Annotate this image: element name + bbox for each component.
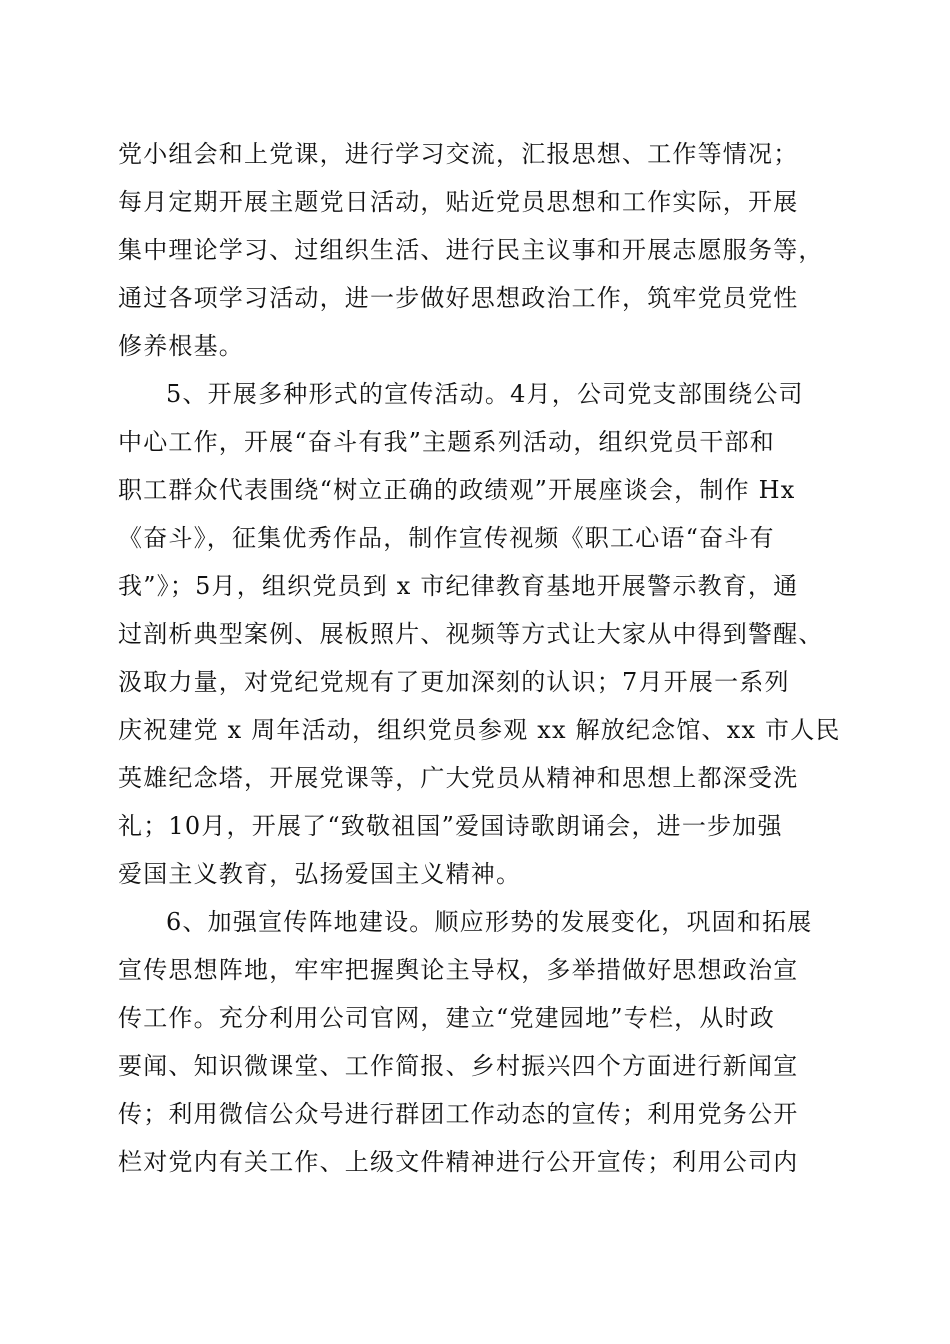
text-line: 英雄纪念塔，开展党课等，广大党员从精神和思想上都深受洗 — [118, 764, 799, 792]
paragraph-6-first-line: 6、加强宣传阵地建设。顺应形势的发展变化，巩固和拓展 — [166, 908, 813, 936]
text-line: 过剖析典型案例、展板照片、视频等方式让大家从中得到警醒、 — [118, 620, 824, 648]
text-line: 爱国主义教育，弘扬爱国主义精神。 — [118, 860, 522, 888]
text-line: 修养根基。 — [118, 332, 244, 360]
text-line: 每月定期开展主题党日活动，贴近党员思想和工作实际，开展 — [118, 188, 799, 216]
text-line: 礼；10月，开展了“致敬祖国”爱国诗歌朗诵会，进一步加强 — [118, 812, 783, 840]
text-line: 《奋斗》，征集优秀作品，制作宣传视频《职工心语“奋斗有 — [118, 524, 775, 552]
text-line: 党小组会和上党课，进行学习交流，汇报思想、工作等情况； — [118, 140, 799, 168]
text-line: 宣传思想阵地，牢牢把握舆论主导权，多举措做好思想政治宣 — [118, 956, 799, 984]
text-line: 中心工作，开展“奋斗有我”主题系列活动，组织党员干部和 — [118, 428, 775, 456]
text-line: 通过各项学习活动，进一步做好思想政治工作，筑牢党员党性 — [118, 284, 799, 312]
text-line: 传工作。充分利用公司官网，建立“党建园地”专栏，从时政 — [118, 1004, 775, 1032]
text-line: 集中理论学习、过组织生活、进行民主议事和开展志愿服务等， — [118, 236, 824, 264]
text-line: 要闻、知识微课堂、工作简报、乡村振兴四个方面进行新闻宣 — [118, 1052, 799, 1080]
text-line: 汲取力量，对党纪党规有了更加深刻的认识；7月开展一系列 — [118, 668, 790, 696]
text-line: 栏对党内有关工作、上级文件精神进行公开宣传；利用公司内 — [118, 1148, 799, 1176]
document-body — [118, 130, 841, 1186]
text-line: 传；利用微信公众号进行群团工作动态的宣传；利用党务公开 — [118, 1100, 799, 1128]
text-line: 职工群众代表围绕“树立正确的政绩观”开展座谈会，制作 Hx — [118, 476, 796, 504]
text-line: 我”》；5月，组织党员到 x 市纪律教育基地开展警示教育，通 — [118, 572, 799, 600]
text-line: 庆祝建党 x 周年活动，组织党员参观 xx 解放纪念馆、xx 市人民 — [118, 716, 841, 744]
paragraph-5-first-line: 5、开展多种形式的宣传活动。4月，公司党支部围绕公司 — [166, 380, 804, 408]
